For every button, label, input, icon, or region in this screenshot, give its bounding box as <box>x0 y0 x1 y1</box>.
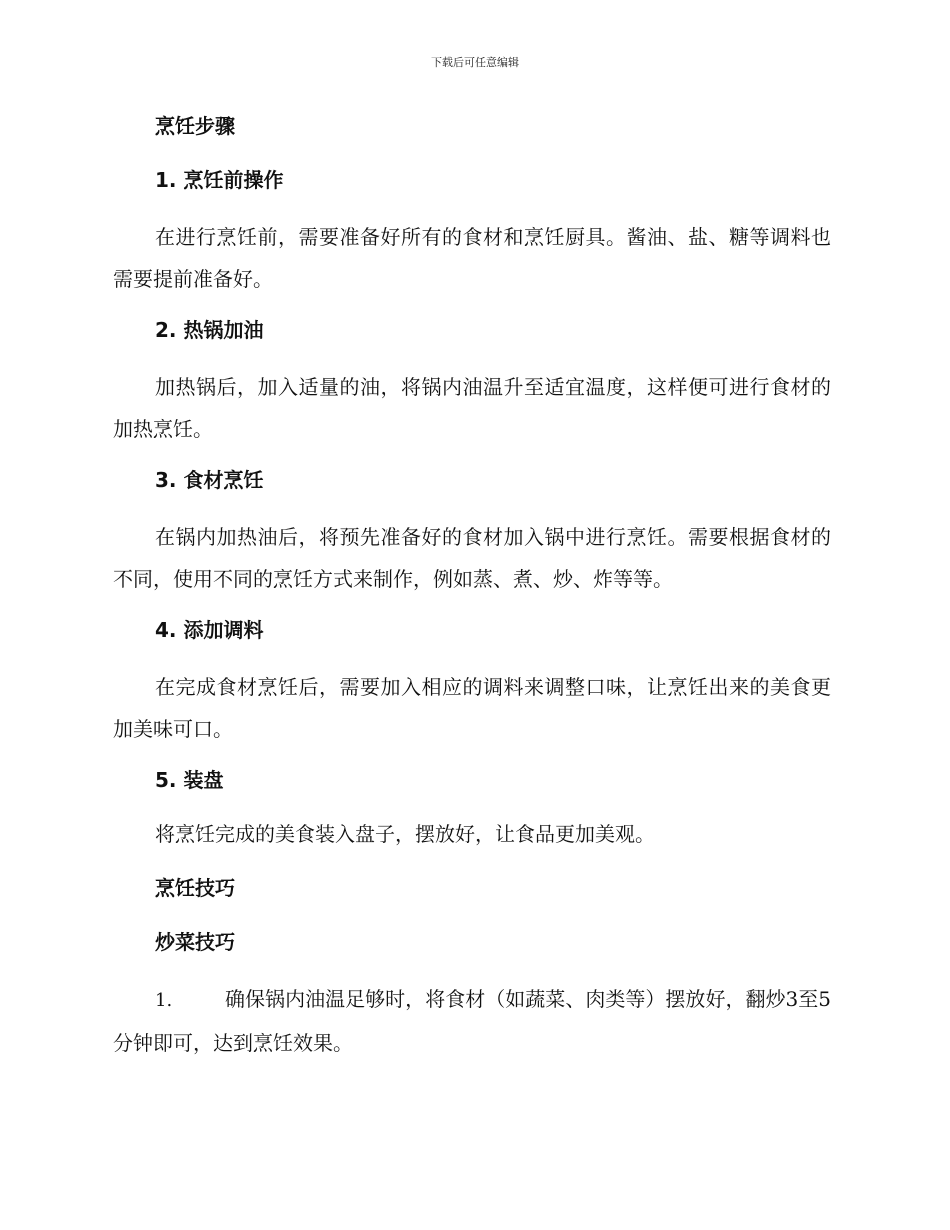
step-3-title: 3. 食材烹饪 <box>155 468 264 492</box>
stirfry-title: 炒菜技巧 <box>155 930 235 954</box>
stirfry-item-1 <box>113 978 831 1064</box>
step-1-body: 在进行烹饪前，需要准备好所有的食材和烹饪厨具。酱油、盐、糖等调料也需要提前准备好。 <box>113 225 831 291</box>
page-header: 下载后可任意编辑 <box>431 56 519 69</box>
list-number: 1. <box>155 990 173 1011</box>
step-5-title: 5. 装盘 <box>155 768 224 792</box>
step-4-body: 在完成食材烹饪后，需要加入相应的调料来调整口味，让烹饪出来的美食更加美味可口。 <box>113 675 831 741</box>
step-2-title: 2. 热锅加油 <box>155 318 264 342</box>
step-3-body: 在锅内加热油后，将预先准备好的食材加入锅中进行烹饪。需要根据食材的不同，使用不同的烹饪方式来制作，例如蒸、煮、炒、炸等等。 <box>113 525 831 591</box>
step-1-title: 1. 烹饪前操作 <box>155 168 284 192</box>
document-body <box>113 108 831 1064</box>
step-4-title: 4. 添加调料 <box>155 618 264 642</box>
section-title-steps: 烹饪步骤 <box>155 114 235 138</box>
section-title-tips: 烹饪技巧 <box>155 876 235 900</box>
step-5-body: 将烹饪完成的美食装入盘子，摆放好，让食品更加美观。 <box>155 822 655 846</box>
stirfry-item-1-text: 确保锅内油温足够时，将食材（如蔬菜、肉类等）摆放好，翻炒3至5分钟即可，达到烹饪效果。 <box>113 987 831 1055</box>
step-2-body: 加热锅后，加入适量的油，将锅内油温升至适宜温度，这样便可进行食材的加热烹饪。 <box>113 375 831 441</box>
